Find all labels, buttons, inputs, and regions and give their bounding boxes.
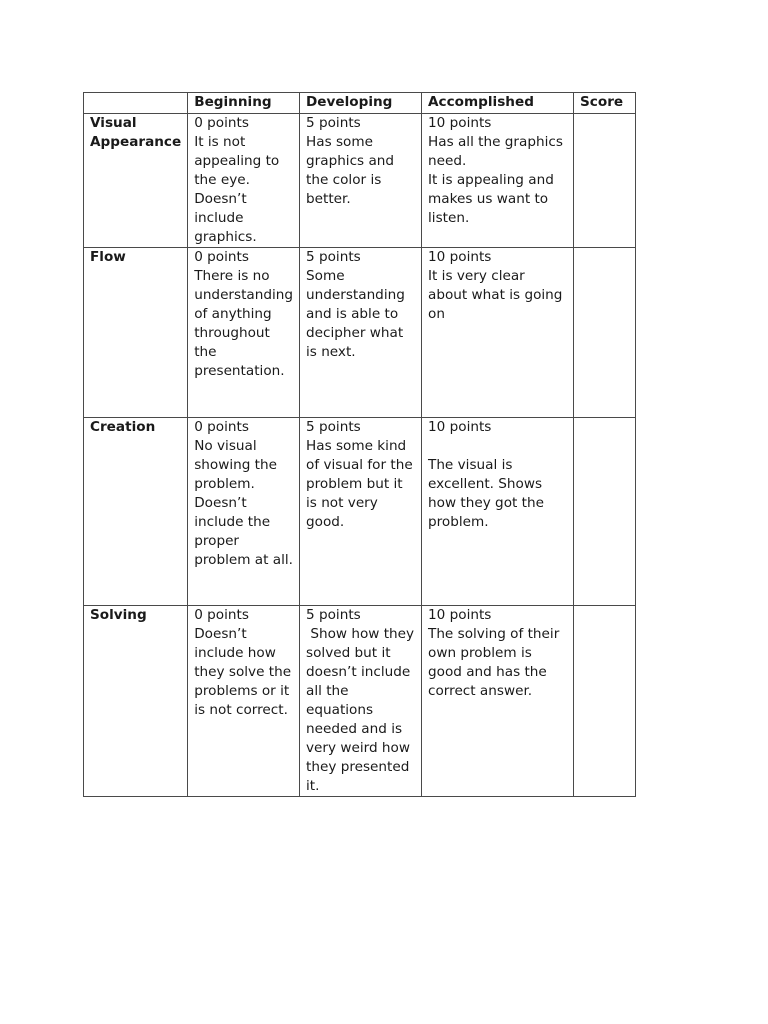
description-text: Some understanding and is able to decipher what is next. <box>306 268 410 360</box>
header-accomplished: Accomplished <box>422 93 574 114</box>
description-text: It is not appealing to the eye. Doesn’t include graphics. <box>194 134 284 245</box>
points-text: 5 points <box>306 419 361 435</box>
header-score: Score <box>574 93 636 114</box>
points-text: 10 points <box>428 249 492 265</box>
points-text: 5 points <box>306 607 361 623</box>
description-text: The visual is excellent. Shows how they got the problem. <box>428 457 549 530</box>
header-row <box>84 93 636 114</box>
developing-cell <box>300 114 422 248</box>
points-text: 10 points <box>428 115 492 131</box>
developing-cell <box>300 418 422 606</box>
beginning-cell <box>188 606 300 797</box>
description-text: The solving of their own problem is good and has the correct answer. <box>428 626 564 699</box>
header-developing: Developing <box>300 93 422 114</box>
criterion-label: Flow <box>90 249 126 265</box>
rubric-table <box>83 92 636 797</box>
description-text: It is very clear about what is going on <box>428 268 567 322</box>
points-text: 5 points <box>306 249 361 265</box>
description-text: It is appealing and makes us want to listen. <box>428 172 559 226</box>
points-text: 0 points <box>194 607 249 623</box>
criterion-label: Creation <box>90 419 156 435</box>
score-cell <box>574 248 636 418</box>
score-cell <box>574 114 636 248</box>
beginning-cell <box>188 114 300 248</box>
table-row <box>84 418 636 606</box>
accomplished-cell <box>422 114 574 248</box>
points-text: 0 points <box>194 115 249 131</box>
description-text: Has some graphics and the color is better. <box>306 134 399 207</box>
description-text: There is no understanding of anything throughout the presentation. <box>194 268 298 379</box>
table-row <box>84 248 636 418</box>
criterion-cell <box>84 606 188 797</box>
accomplished-cell <box>422 248 574 418</box>
score-cell <box>574 606 636 797</box>
header-beginning: Beginning <box>188 93 300 114</box>
points-text: 0 points <box>194 249 249 265</box>
table-row <box>84 114 636 248</box>
developing-cell <box>300 606 422 797</box>
score-cell <box>574 418 636 606</box>
points-text: 10 points <box>428 607 492 623</box>
description-text: Has all the graphics need. <box>428 134 568 169</box>
points-text: 10 points <box>428 419 492 435</box>
blank-line <box>428 437 567 456</box>
header-blank-cell <box>84 93 188 114</box>
criterion-cell <box>84 248 188 418</box>
accomplished-cell <box>422 418 574 606</box>
criterion-cell <box>84 418 188 606</box>
criterion-label: Visual Appearance <box>90 115 182 150</box>
description-text: Show how they solved but it doesn’t include all the equations needed and is very weird how they presented it. <box>306 626 419 794</box>
accomplished-cell <box>422 606 574 797</box>
beginning-cell <box>188 248 300 418</box>
developing-cell <box>300 248 422 418</box>
description-text: No visual showing the problem. Doesn’t include the proper problem at all. <box>194 438 293 568</box>
beginning-cell <box>188 418 300 606</box>
points-text: 0 points <box>194 419 249 435</box>
description-text: Has some kind of visual for the problem but it is not very good. <box>306 438 418 530</box>
criterion-label: Solving <box>90 607 147 623</box>
table-row <box>84 606 636 797</box>
criterion-cell <box>84 114 188 248</box>
description-text: Doesn’t include how they solve the problems or it is not correct. <box>194 626 296 718</box>
points-text: 5 points <box>306 115 361 131</box>
